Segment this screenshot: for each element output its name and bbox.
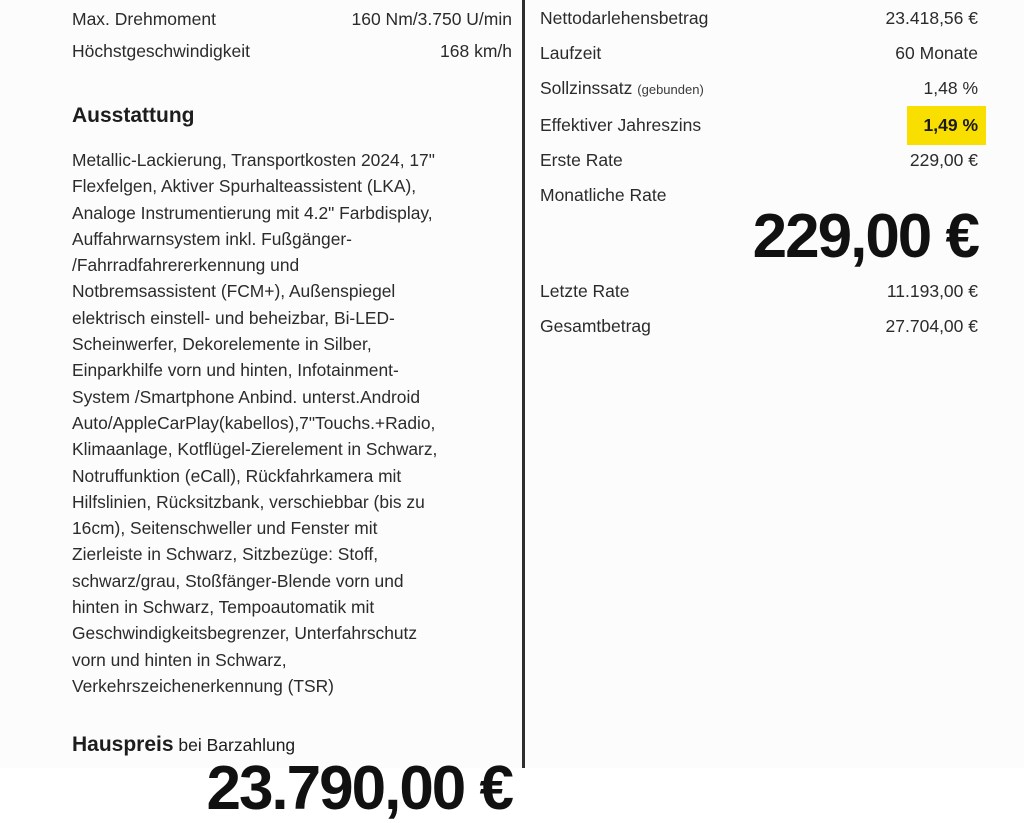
spec-label-top-speed: Höchstgeschwindigkeit <box>72 41 251 61</box>
finance-row-net-loan <box>540 7 978 29</box>
finance-row-effective-apr <box>540 114 978 136</box>
spec-value-top-speed: 168 km/h <box>440 41 512 61</box>
finance-label-note: (gebunden) <box>637 82 704 97</box>
finance-row-final-installment <box>540 280 978 302</box>
finance-label: Effektiver Jahreszins <box>540 115 702 135</box>
house-price-label: Hauspreis <box>72 733 174 757</box>
house-price-sublabel: bei Barzahlung <box>173 735 296 756</box>
spec-label-torque: Max. Drehmoment <box>72 9 216 29</box>
column-divider <box>522 0 525 768</box>
equipment-heading: Ausstattung <box>72 104 195 127</box>
finance-row-total-amount <box>540 315 978 337</box>
finance-value: 11.193,00 € <box>886 281 978 301</box>
spec-row <box>72 8 512 30</box>
finance-value: 60 Monate <box>895 43 978 63</box>
spec-value-torque: 160 Nm/3.750 U/min <box>351 9 512 29</box>
finance-row-first-installment <box>540 149 978 171</box>
finance-label: Laufzeit <box>540 43 602 63</box>
finance-label: Erste Rate <box>540 150 623 170</box>
finance-label: Gesamtbetrag <box>540 316 651 336</box>
house-price-value-partial: 23.790,00 € <box>206 754 512 823</box>
finance-row-nominal-rate <box>540 77 978 101</box>
monthly-rate-big-value: 229,00 € <box>752 202 978 271</box>
finance-value: 23.418,56 € <box>885 8 978 28</box>
specs-and-equipment-column <box>72 0 512 823</box>
equipment-text: Metallic-Lackierung, Transportkosten 2024, 17" Flexfelgen, Aktiver Spurhalteassistent (LKA), Analoge Instrumentierung mit 4.2" Farbdisplay, Auffahrwarnsystem inkl. Fußgänger- /Fahrradfahrererkennung und Notbremsassistent (FCM+), Außenspiegel elektrisch einstell- und beheizbar, Bi-LED- Scheinwerfer, Dekorelemente in Silber, Einparkhilfe vorn und hinten, Infotainment- System /Smartphone Anbind. unterst.Android Auto/AppleCarPlay(kabellos),7"Touchs.+Radio, Klimaanlage, Kotflügel-Zierelement in Schwarz, Notruffunktion (eCall), Rückfahrkamera mit Hilfslinien, Rücksitzbank, verschiebbar (bis zu 16cm), Seitenschweller und Fenster mit Zierleiste in Schwarz, Sitzbezüge: Stoff, schwarz/grau, Stoßfänger-Blende vorn und hinten in Schwarz, Tempoautomatik mit Geschwindigkeitsbegrenzer, Unterfahrschutz vorn und hinten in Schwarz, Verkehrszeichenerkennung (TSR) <box>72 150 438 696</box>
finance-row-term <box>540 42 978 64</box>
finance-label: Letzte Rate <box>540 281 630 301</box>
finance-label: Sollzinssatz (gebunden) <box>540 78 704 98</box>
spec-row <box>72 40 512 62</box>
finance-value: 229,00 € <box>909 150 978 170</box>
apr-highlighted-value: 1,49 % <box>907 106 986 145</box>
financing-column <box>540 0 978 337</box>
finance-label: Monatliche Rate <box>540 185 667 205</box>
finance-value: 27.704,00 € <box>885 316 978 336</box>
finance-value: 1,48 % <box>923 78 978 98</box>
finance-label: Nettodarlehensbetrag <box>540 8 709 28</box>
